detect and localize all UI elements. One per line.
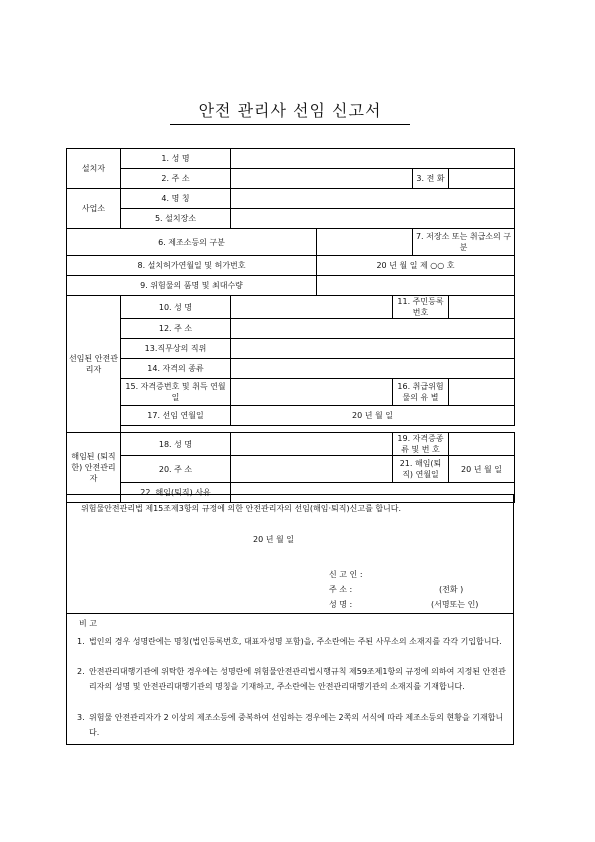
address-label: 2. 주 소 <box>121 169 231 189</box>
installer-address-field[interactable] <box>231 169 413 189</box>
notes-heading: 비 고 <box>79 619 97 628</box>
table-row <box>67 359 515 379</box>
rrn-field[interactable] <box>449 296 515 319</box>
reporter-address-label: 주 소 : <box>329 585 353 594</box>
reporter-label: 신 고 인 : <box>329 570 363 579</box>
business-name-field[interactable] <box>231 189 515 209</box>
note-number: 1. <box>77 637 85 646</box>
table-row <box>67 209 515 229</box>
declaration-box <box>66 494 514 614</box>
list-item <box>77 634 507 649</box>
note-text: 안전관리대행기관에 위탁한 경우에는 성명란에 위험물안전관리법시행규칙 제59조제1항의 규정에 의하여 지정된 안전관리자의 성명 및 안전관리대행기관의 명칭을 기재하고, 주소란에는 안전관리대행기관의 소재지를 기재합니다. <box>89 667 506 691</box>
page-title: 안전 관리사 선임 신고서 <box>198 101 382 120</box>
table-row <box>67 319 515 339</box>
dismiss-date-value[interactable]: 20 년 월 일 <box>449 456 515 483</box>
location-label: 5. 설치장소 <box>121 209 231 229</box>
table-row <box>67 276 515 296</box>
hazard-label: 9. 위험물의 품명 및 최대수량 <box>67 276 317 296</box>
qualification-label: 14. 자격의 종류 <box>121 359 231 379</box>
dismissed-cert-label: 19. 자격증종류 및 번 호 <box>393 433 449 456</box>
note-number: 2. <box>77 667 85 676</box>
table-row <box>67 456 515 483</box>
signature-note: (서명또는 인) <box>431 600 479 609</box>
dismiss-date-label: 21. 해임(퇴직) 연월일 <box>393 456 449 483</box>
storage-type-label: 7. 저장소 또는 취급소의 구분 <box>413 229 515 256</box>
appointed-address-label: 12. 주 소 <box>121 319 231 339</box>
dismissed-name-label: 18. 성 명 <box>121 433 231 456</box>
duty-label: 13.직무상의 직위 <box>121 339 231 359</box>
table-row <box>67 406 515 426</box>
dismissed-manager-header: 해임된 (퇴직한) 안전관리자 <box>67 433 121 503</box>
hazard-field[interactable] <box>317 276 515 296</box>
dismissed-address-label: 20. 주 소 <box>121 456 231 483</box>
permit-label: 8. 설치허가연월일 및 허가번호 <box>67 256 317 276</box>
duty-field[interactable] <box>231 339 515 359</box>
location-field[interactable] <box>231 209 515 229</box>
table-row <box>67 433 515 456</box>
appointed-name-label: 10. 성 명 <box>121 296 231 319</box>
permit-value[interactable]: 20 년 월 일 제 ○○ 호 <box>317 256 515 276</box>
certificate-label: 15. 자격증번호 및 취득 연월일 <box>121 379 231 406</box>
appointed-name-field[interactable] <box>231 296 393 319</box>
business-header: 사업소 <box>67 189 121 229</box>
list-item <box>77 664 507 694</box>
note-text: 위험물 안전관리자가 2 이상의 제조소등에 중복하여 선임하는 경우에는 2쪽의 서식에 따라 제조소등의 현황을 기재합니다. <box>89 713 504 737</box>
notes-box <box>66 612 514 745</box>
list-item <box>77 710 507 740</box>
dismissed-name-field[interactable] <box>231 433 393 456</box>
appointed-address-field[interactable] <box>231 319 515 339</box>
table-row <box>67 229 515 256</box>
declaration-text: 위험물안전관리법 제15조제3항의 규정에 의한 안전관리자의 선임(해임·퇴직)신고를 합니다. <box>81 504 402 513</box>
declaration-date[interactable]: 20 년 월 일 <box>253 535 294 544</box>
table-row <box>67 189 515 209</box>
name-label: 1. 성 명 <box>121 149 231 169</box>
dismissed-cert-field[interactable] <box>449 433 515 456</box>
note-text: 법인의 경우 성명란에는 명칭(법인등록번호, 대표자성명 포함)을, 주소란에는 주된 사무소의 소재지를 각각 기입합니다. <box>89 637 502 646</box>
appoint-date-value[interactable]: 20 년 월 일 <box>231 406 515 426</box>
business-name-label: 4. 명 칭 <box>121 189 231 209</box>
spacer <box>121 426 515 433</box>
table-row <box>67 379 515 406</box>
installer-header: 설치자 <box>67 149 121 189</box>
table-row <box>67 256 515 276</box>
title-underline <box>170 124 410 125</box>
report-form-table <box>66 148 515 503</box>
qualification-field[interactable] <box>231 359 515 379</box>
installer-name-field[interactable] <box>231 149 515 169</box>
table-row <box>67 339 515 359</box>
note-number: 3. <box>77 713 85 722</box>
reporter-name-label: 성 명 : <box>329 600 353 609</box>
hazard-class-label: 16. 취급위험물의 유 별 <box>393 379 449 406</box>
hazard-class-field[interactable] <box>449 379 515 406</box>
table-row <box>67 296 515 319</box>
reason-label: 22. 해임(퇴직) 사유 <box>121 483 231 503</box>
certificate-field[interactable] <box>231 379 393 406</box>
table-row <box>67 426 515 433</box>
table-row <box>67 169 515 189</box>
rrn-label: 11. 주민등록번호 <box>393 296 449 319</box>
appointed-manager-header: 선임된 안전관리자 <box>67 296 121 433</box>
facility-type-label: 6. 제조소등의 구분 <box>67 229 317 256</box>
appoint-date-label: 17. 선임 연월일 <box>121 406 231 426</box>
reporter-phone-note: (전화 ) <box>439 585 464 594</box>
phone-label: 3. 전 화 <box>413 169 449 189</box>
dismissed-address-field[interactable] <box>231 456 393 483</box>
table-row <box>67 149 515 169</box>
installer-phone-field[interactable] <box>449 169 515 189</box>
facility-type-field[interactable] <box>317 229 413 256</box>
